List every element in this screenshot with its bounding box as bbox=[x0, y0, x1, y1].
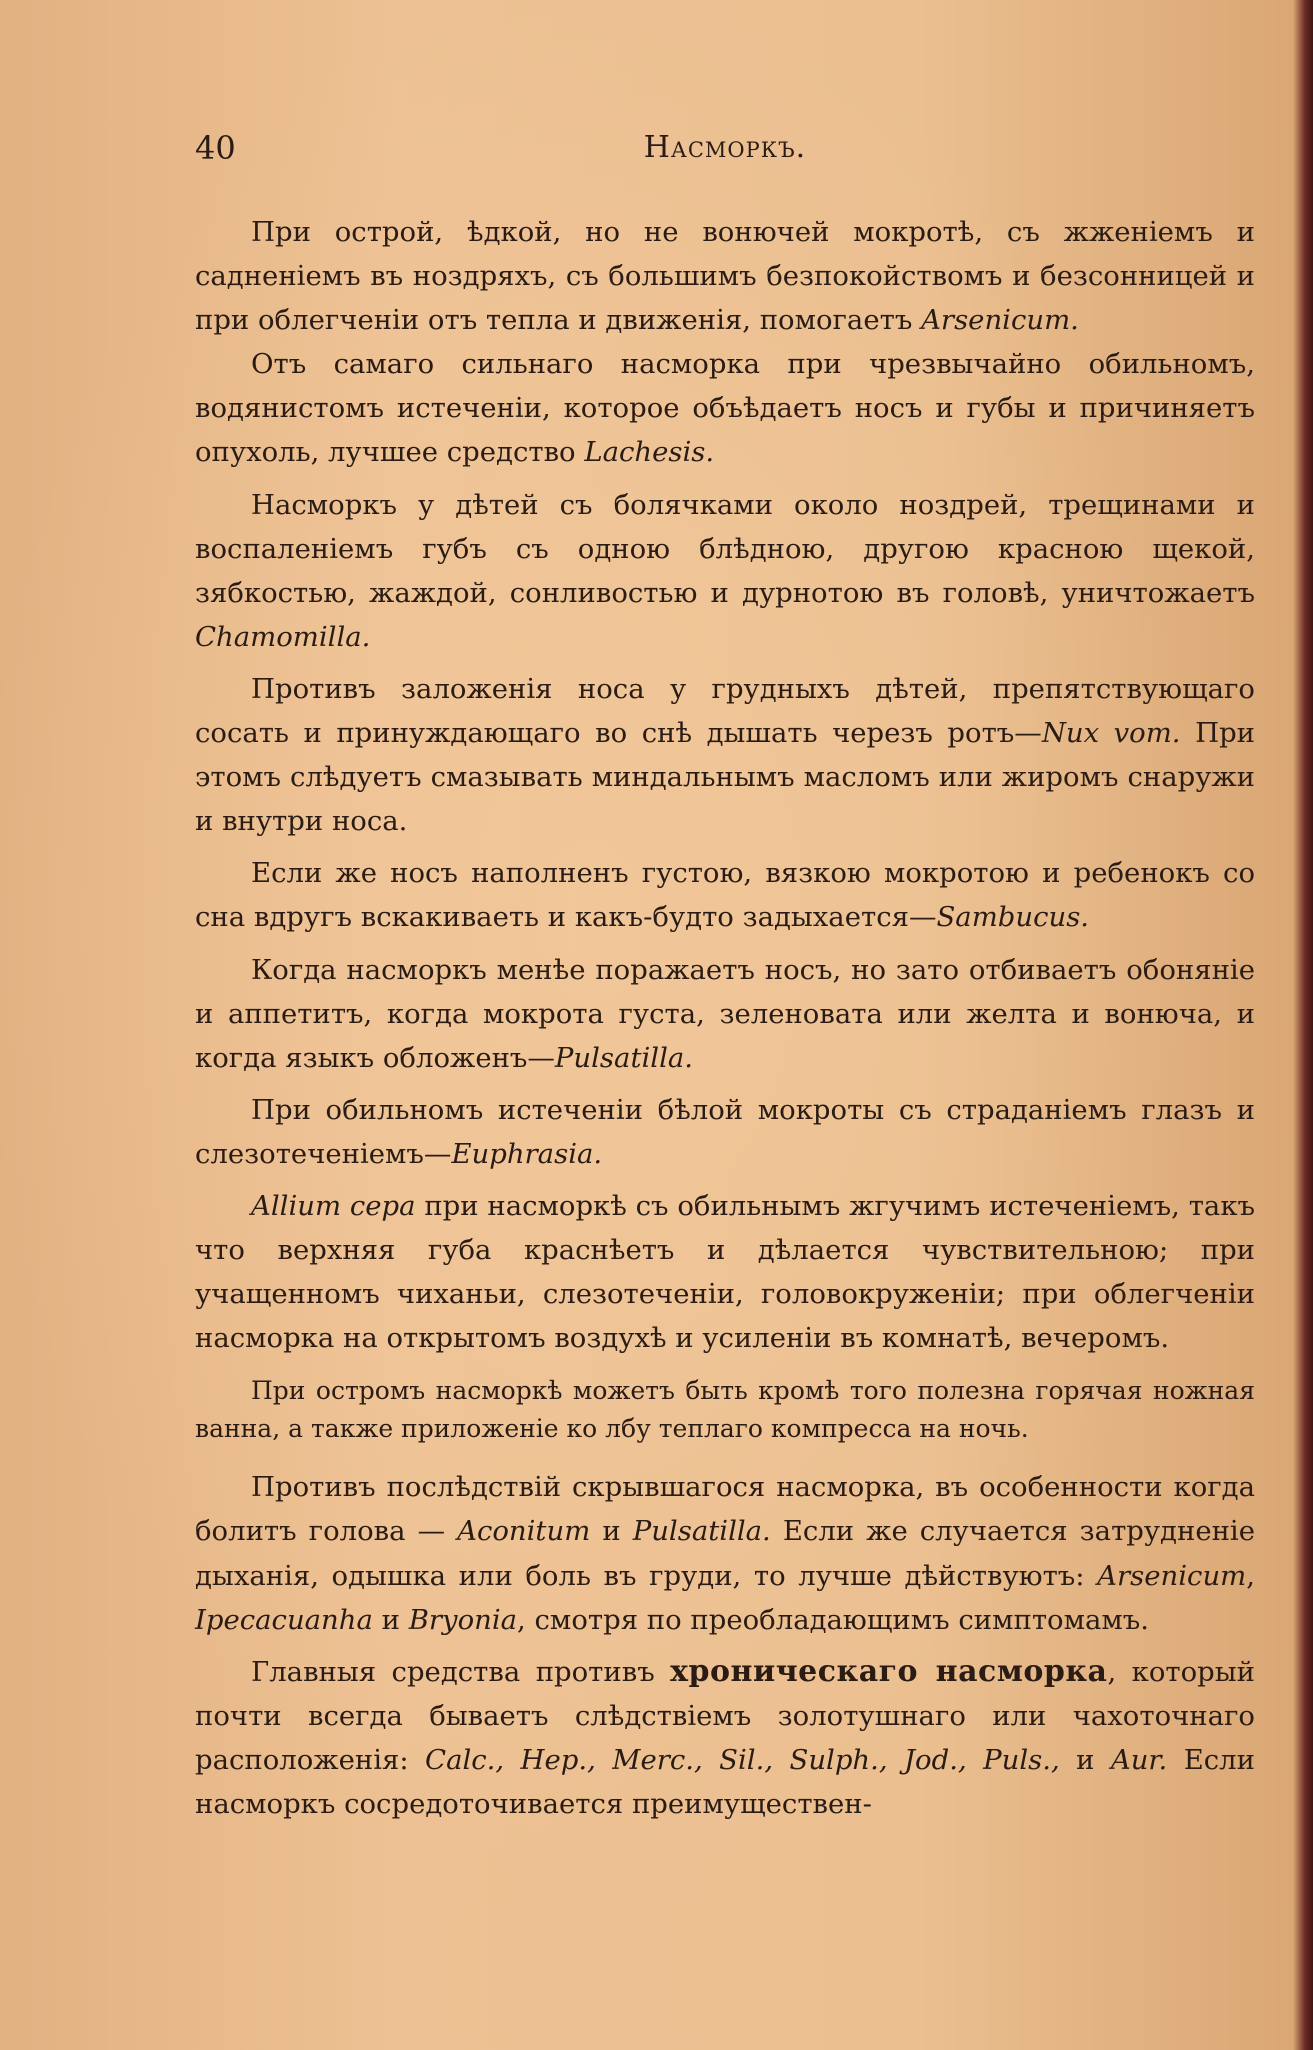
paragraph-text: и bbox=[372, 1603, 409, 1636]
paragraph-text: и bbox=[590, 1515, 633, 1548]
paragraph-text: При этомъ слѣдуетъ смазывать миндальнымъ масломъ или жиромъ снаружи и внутри носа. bbox=[195, 717, 1255, 838]
paragraph-text: , смотря по преобладающимъ симптомамъ. bbox=[517, 1603, 1150, 1636]
paragraph-text: Когда насморкъ менѣе поражаетъ носъ, но зато отбиваетъ обоняніе и аппетитъ, когда мокрота густа, зеленовата или желта и вонюча, и когда языкъ обложенъ— bbox=[195, 953, 1255, 1074]
remedy-name: Nux vom. bbox=[1041, 717, 1181, 750]
paragraph-text: Противъ послѣдствій скрывшагося насморка, въ особенности когда болитъ голова — bbox=[195, 1471, 1255, 1548]
paragraph-text: при насморкѣ съ обильнымъ жгучимъ истеченіемъ, такъ что верхняя губа краснѣетъ и дѣлается чувствительною; при учащенномъ чиханьи, слезотеченіи, головокруженіи; при облегченіи насморка на открытомъ воздухѣ и усиленіи въ комнатѣ, вечеромъ. bbox=[195, 1189, 1255, 1355]
paragraph-8 bbox=[195, 1184, 1255, 1360]
paragraph-6 bbox=[195, 948, 1255, 1080]
paragraph-text: При обильномъ истеченіи бѣлой мокроты съ страданіемъ глазъ и слезотеченіемъ— bbox=[195, 1093, 1255, 1170]
body-text bbox=[195, 210, 1255, 1826]
note-paragraph: При остромъ насморкѣ можетъ быть кромѣ того полезна горячая ножная ванна, а также приложеніе ко лбу теплаго компресса на ночь. bbox=[195, 1376, 1255, 1443]
paragraph-text: Если же случается затрудненіе дыханія, одышка или боль въ груди, то лучше дѣйствуютъ: bbox=[195, 1515, 1255, 1592]
paragraph-text: и bbox=[1059, 1743, 1111, 1776]
paragraph-10 bbox=[195, 1650, 1255, 1826]
paragraph-text: Противъ заложенія носа у грудныхъ дѣтей, препятствующаго сосать и принуждающаго во снѣ дышать черезъ ротъ— bbox=[195, 672, 1255, 750]
remedy-name: Calc., Hep., Merc., Sil., Sulph., Jod., Puls., bbox=[425, 1743, 1060, 1776]
remedy-name: Arsenicum bbox=[1097, 1559, 1247, 1592]
paragraph-text: , bbox=[1246, 1559, 1255, 1592]
paragraph-7 bbox=[195, 1088, 1255, 1176]
emphasized-term: хроническаго насморка bbox=[670, 1653, 1108, 1689]
paragraph-2 bbox=[195, 342, 1255, 474]
paragraph-text: Если же носъ наполненъ густою, вязкою мокротою и ребенокъ со сна вдругъ вскакиваеть и какъ-будто задыхается— bbox=[195, 857, 1255, 934]
paragraph-text: При острой, ѣдкой, но не вонючей мокротѣ, съ жженіемъ и садненіемъ въ ноздряхъ, съ большимъ безпокойствомъ и безсонницей и при облегченіи отъ тепла и движенія, помогаетъ bbox=[195, 216, 1255, 337]
paragraph-1 bbox=[195, 210, 1255, 342]
paragraph-text: , который почти всегда бываетъ слѣдствіемъ золотушнаго или чахоточнаго расположенія: bbox=[195, 1655, 1255, 1776]
remedy-name: Aur. bbox=[1110, 1743, 1168, 1776]
remedy-name: Bryonia bbox=[408, 1603, 518, 1636]
remedy-name: Sambucus. bbox=[936, 901, 1090, 934]
paragraph-text: Если насморкъ сосредоточивается преимуществен- bbox=[195, 1743, 1255, 1820]
page-header bbox=[195, 125, 1255, 171]
paragraph-5 bbox=[195, 851, 1255, 939]
running-title: Насморкъ. bbox=[643, 130, 807, 165]
page-number: 40 bbox=[195, 129, 236, 167]
remedy-name: Lachesis. bbox=[584, 436, 715, 469]
paragraph-4 bbox=[195, 667, 1255, 843]
remedy-name: Aconitum bbox=[457, 1515, 591, 1548]
remedy-name: Pulsatilla. bbox=[632, 1515, 771, 1548]
paragraph-text: Отъ самаго сильнаго насморка при чрезвычайно обильномъ, водянистомъ истеченіи, которое объѣдаетъ носъ и губы и причиняетъ опухоль, лучшее средство bbox=[195, 348, 1255, 469]
remedy-name: Arsenicum. bbox=[921, 304, 1079, 337]
book-edge bbox=[1293, 0, 1313, 2050]
paragraph-3 bbox=[195, 483, 1255, 659]
remedy-name: Allium cepa bbox=[251, 1189, 416, 1222]
remedy-name: Chamomilla. bbox=[195, 620, 371, 653]
remedy-name: Euphrasia. bbox=[451, 1137, 603, 1170]
paragraph-9 bbox=[195, 1465, 1255, 1641]
remedy-name: Pulsatilla. bbox=[554, 1041, 694, 1074]
remedy-name: Ipecacuanha bbox=[195, 1603, 373, 1636]
paragraph-text: Насморкъ у дѣтей съ болячками около ноздрей, трещинами и воспаленіемъ губъ съ одною блѣдною, другою красною щекой, зябкостью, жаждой, сонливостью и дурнотою въ головѣ, уничтожаетъ bbox=[195, 488, 1255, 609]
paragraph-text: Главныя средства противъ bbox=[251, 1655, 671, 1688]
